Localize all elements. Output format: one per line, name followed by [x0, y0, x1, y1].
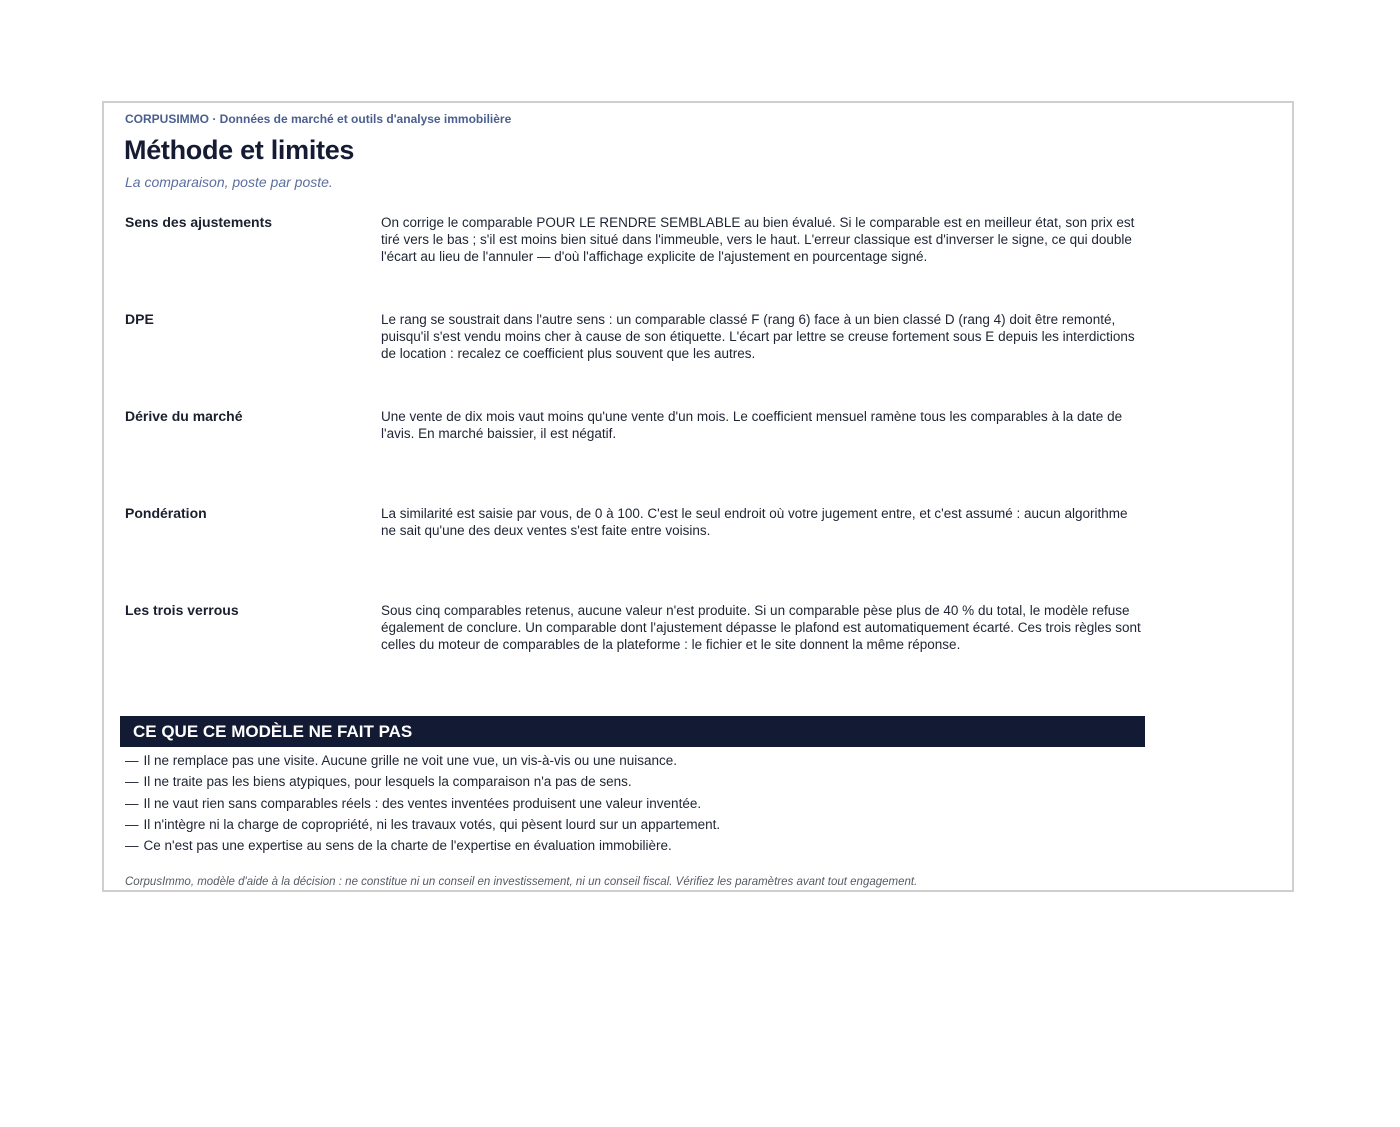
section-description: Le rang se soustrait dans l'autre sens : un comparable classé F (rang 6) face à un bien classé D (rang 4) doit être remonté, puisqu'il s'est vendu moins cher à cause de son étiquette. L'écart par lettre se creuse fortement sous E depuis les interdictions de location : recalez ce coefficient plus souvent que les autres. — [381, 312, 1135, 361]
list-item — [125, 835, 720, 856]
list-item-text: Ce n'est pas une expertise au sens de la charte de l'expertise en évaluation immobilière. — [143, 838, 672, 854]
dash-bullet: — — [125, 838, 139, 854]
list-item — [125, 750, 720, 771]
section-term: DPE — [125, 311, 154, 327]
section-term: Les trois verrous — [125, 602, 239, 618]
document-sheet — [102, 101, 1294, 892]
list-item-text: Il ne remplace pas une visite. Aucune grille ne voit une vue, un vis-à-vis ou une nuisance. — [143, 753, 678, 768]
section-description: Sous cinq comparables retenus, aucune valeur n'est produite. Si un comparable pèse plus de 40 % du total, le modèle refuse également de conclure. Un comparable dont l'ajustement dépasse le plafond est automatiquement écarté. Ces trois règles sont celles du moteur de comparables de la plateforme : le fichier et le site donnent la même réponse. — [381, 603, 1141, 652]
list-item — [125, 793, 720, 814]
list-item — [125, 771, 720, 792]
page-subtitle: La comparaison, poste par poste. — [125, 174, 333, 190]
page-title: Méthode et limites — [124, 135, 355, 165]
section-term: Pondération — [125, 505, 207, 521]
section-description: Une vente de dix mois vaut moins qu'une vente d'un mois. Le coefficient mensuel ramène tous les comparables à la date de l'avis. En marché baissier, il est négatif. — [381, 409, 1123, 441]
dash-bullet: — — [125, 816, 139, 832]
brand-line: CORPUSIMMO · Données de marché et outils d'analyse immobilière — [125, 112, 512, 126]
list-item — [125, 814, 720, 835]
section-term: Sens des ajustements — [125, 214, 273, 230]
dash-bullet: — — [125, 753, 139, 768]
footer-disclaimer: CorpusImmo, modèle d'aide à la décision : ne constitue ni un conseil en investissement, ni un conseil fiscal. Vérifiez les paramètres avant tout engagement. — [125, 876, 918, 888]
list-item-text: Il ne traite pas les biens atypiques, pour lesquels la comparaison n'a pas de sens. — [143, 774, 632, 790]
section-description: On corrige le comparable POUR LE RENDRE SEMBLABLE au bien évalué. Si le comparable est en meilleur état, son prix est tiré vers le bas ; s'il est moins bien situé dans l'immeuble, vers le haut. L'erreur classique est d'inverser le signe, ce qui double l'écart au lieu de l'annuler — d'où l'affichage explicite de l'ajustement en pourcentage signé. — [381, 215, 1135, 264]
list-item-text: Il ne vaut rien sans comparables réels : des ventes inventées produisent une valeur inventée. — [143, 795, 702, 811]
section-term: Dérive du marché — [125, 408, 243, 424]
limits-list — [125, 750, 720, 856]
list-item-text: Il n'intègre ni la charge de copropriété, ni les travaux votés, qui pèsent lourd sur un appartement. — [143, 816, 721, 832]
dash-bullet: — — [125, 774, 139, 790]
limits-heading-banner: CE QUE CE MODÈLE NE FAIT PAS — [120, 716, 1145, 747]
section-description: La similarité est saisie par vous, de 0 à 100. C'est le seul endroit où votre jugement entre, et c'est assumé : aucun algorithme ne sait qu'une des deux ventes s'est faite entre voisins. — [381, 506, 1128, 538]
dash-bullet: — — [125, 795, 139, 811]
